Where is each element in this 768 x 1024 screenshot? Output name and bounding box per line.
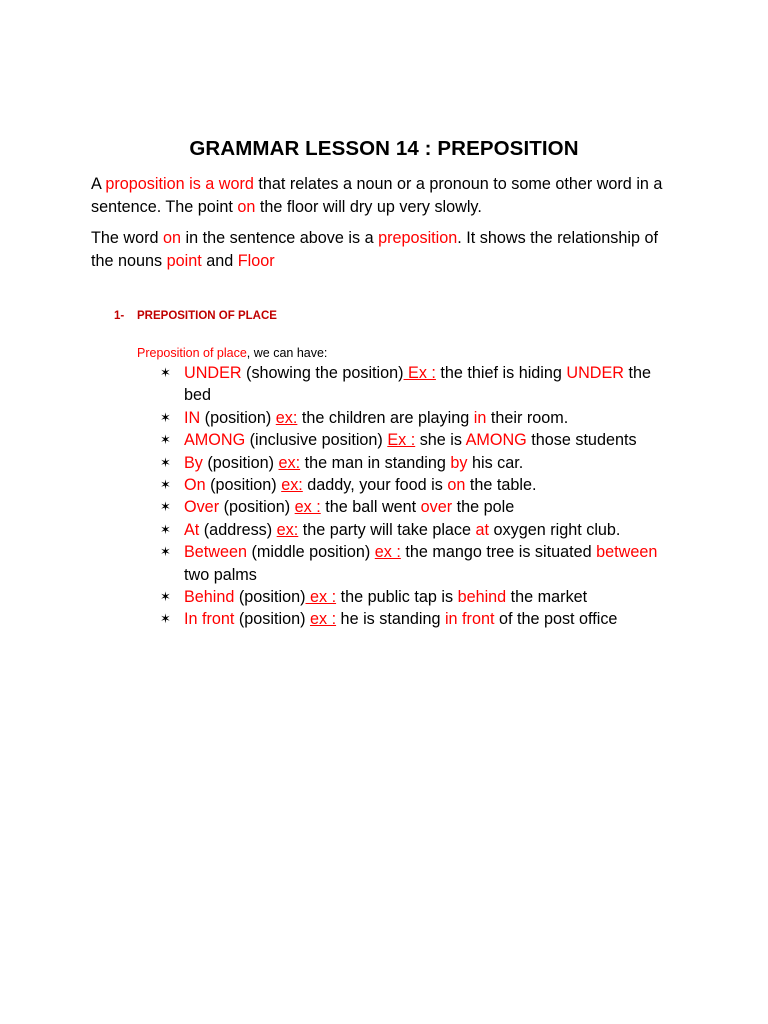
keyword: AMONG — [465, 431, 527, 450]
keyword: at — [475, 520, 490, 539]
intro-highlight: Preposition of place — [137, 346, 247, 360]
text: in the sentence above is a — [181, 229, 379, 247]
description: (position) — [234, 588, 306, 607]
intro-text: , we can have: — [246, 346, 328, 360]
list-item — [160, 608, 682, 630]
list-item — [160, 429, 682, 451]
keyword: UNDER — [566, 364, 624, 382]
highlight-text: Floor — [237, 252, 275, 270]
star-bullet-icon: ✶ — [160, 477, 171, 493]
list-item — [160, 474, 682, 496]
list-item — [160, 407, 682, 429]
text: . It shows the relationship of the nouns — [91, 229, 658, 270]
text: The word — [91, 229, 163, 247]
section-heading — [114, 310, 277, 322]
sentence-text: the public tap is — [336, 588, 458, 607]
example-label: Ex : — [403, 364, 436, 382]
keyword: between — [596, 543, 658, 562]
example-label: ex : — [305, 588, 337, 607]
section-intro — [137, 346, 327, 360]
sentence-text: his car. — [467, 453, 524, 472]
sentence-text: he is standing — [336, 610, 445, 629]
sentence-text: the market — [506, 588, 588, 607]
keyword: over — [420, 498, 453, 517]
keyword: in — [473, 408, 487, 427]
list-item — [160, 452, 682, 474]
sentence-text: those students — [526, 431, 637, 450]
description: (middle position) — [247, 543, 375, 562]
example-label: Ex : — [387, 431, 416, 450]
sentence-text: two palms — [184, 565, 257, 584]
term: By — [184, 453, 203, 472]
list-item — [160, 586, 682, 608]
page-title: GRAMMAR LESSON 14 : PREPOSITION — [189, 137, 579, 160]
keyword: in front — [444, 610, 495, 629]
sentence-text: their room. — [486, 408, 569, 427]
star-bullet-icon: ✶ — [160, 409, 171, 425]
term: Between — [184, 543, 247, 562]
list-item — [160, 362, 682, 407]
list-item — [160, 541, 682, 586]
star-bullet-icon: ✶ — [160, 432, 171, 448]
term: On — [184, 476, 206, 495]
sentence-text: of the post office — [494, 610, 618, 629]
star-bullet-icon: ✶ — [160, 589, 171, 605]
description: (inclusive position) — [245, 431, 388, 450]
example-label: ex: — [275, 408, 298, 427]
list-item — [160, 496, 682, 518]
list-item — [160, 519, 682, 541]
star-bullet-icon: ✶ — [160, 499, 171, 515]
term: In front — [184, 610, 235, 629]
sentence-text: the bed — [184, 364, 651, 405]
preposition-list — [160, 362, 682, 631]
highlight-text: on — [162, 229, 181, 247]
sentence-text: the table. — [465, 476, 537, 495]
example-label: ex: — [278, 453, 301, 472]
sentence-text: the man in standing — [300, 453, 451, 472]
description: (showing the position) — [241, 364, 404, 382]
term: Over — [184, 498, 220, 517]
sentence-text: the thief is hiding — [435, 364, 567, 382]
term: AMONG — [184, 431, 246, 450]
keyword: behind — [457, 588, 507, 607]
term: At — [184, 520, 200, 539]
sentence-text: the children are playing — [297, 408, 474, 427]
definition-paragraph — [91, 173, 681, 219]
keyword: by — [450, 453, 468, 472]
sentence-text: daddy, your food is — [302, 476, 448, 495]
highlight-text: proposition is a word — [105, 175, 254, 193]
example-label: ex : — [294, 498, 321, 517]
section-title: PREPOSITION OF PLACE — [137, 310, 277, 322]
sentence-text: the mango tree is situated — [400, 543, 597, 562]
star-bullet-icon: ✶ — [160, 521, 171, 537]
term: IN — [184, 408, 201, 427]
sentence-text: oxygen right club. — [489, 520, 621, 539]
explanation-paragraph — [91, 227, 681, 273]
example-label: ex: — [281, 476, 303, 495]
star-bullet-icon: ✶ — [160, 365, 171, 380]
text: A — [91, 175, 106, 193]
star-bullet-icon: ✶ — [160, 454, 171, 470]
description: (position) — [205, 476, 282, 495]
example-label: ex : — [309, 610, 337, 629]
highlight-text: preposition — [378, 229, 458, 247]
description: (address) — [199, 520, 277, 539]
term: UNDER — [184, 364, 242, 382]
sentence-text: the party will take place — [298, 520, 476, 539]
sentence-text: the pole — [452, 498, 515, 517]
sentence-text: the ball went — [320, 498, 421, 517]
sentence-text: she is — [415, 431, 466, 450]
text: that relates a noun or a pronoun to some other word in a sentence. The point — [91, 175, 663, 216]
section-number: 1- — [114, 310, 125, 322]
text: and — [201, 252, 238, 270]
highlight-text: on — [237, 198, 256, 216]
description: (position) — [234, 610, 310, 629]
keyword: on — [447, 476, 466, 495]
description: (position) — [219, 498, 295, 517]
highlight-text: point — [166, 252, 202, 270]
example-label: ex : — [374, 543, 401, 562]
text: the floor will dry up very slowly. — [255, 198, 482, 216]
example-label: ex: — [276, 520, 299, 539]
description: (position) — [200, 408, 276, 427]
term: Behind — [184, 588, 235, 607]
star-bullet-icon: ✶ — [160, 544, 171, 560]
star-bullet-icon: ✶ — [160, 611, 171, 627]
description: (position) — [202, 453, 279, 472]
